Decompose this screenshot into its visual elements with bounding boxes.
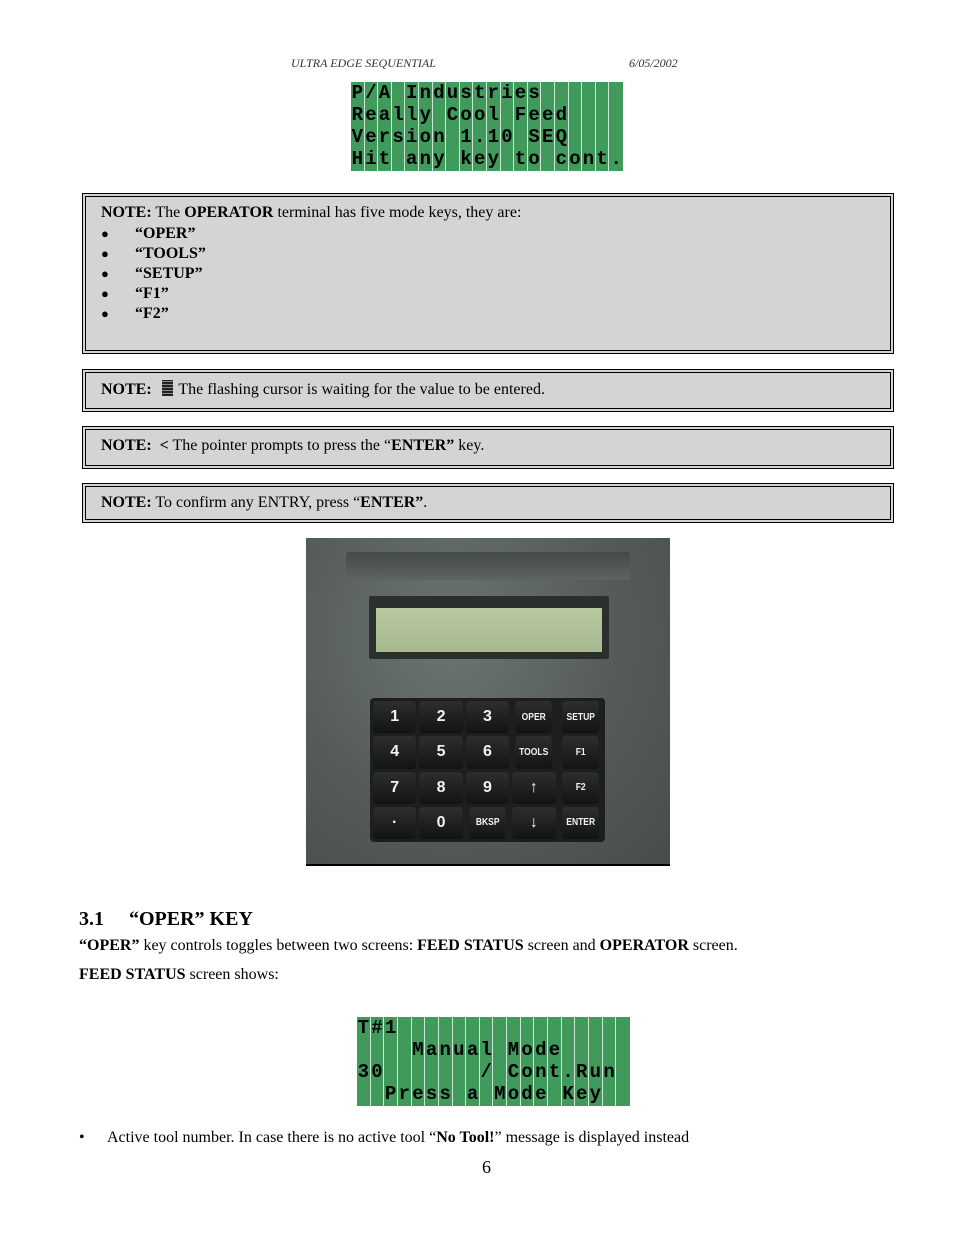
lcd-char-cell: s <box>439 1083 451 1106</box>
lcd-char-cell <box>616 1062 630 1084</box>
keypad-key: F2 <box>562 772 599 804</box>
lcd-char-cell: d <box>535 1038 547 1061</box>
keypad-key: ↑ <box>512 772 555 804</box>
page-number: 6 <box>482 1157 491 1177</box>
note-text: The pointer prompts to press the “ <box>172 437 392 454</box>
lcd-char-cell <box>412 1017 426 1039</box>
keypad-key: 7 <box>373 772 416 804</box>
lcd-char-cell: S <box>528 126 540 149</box>
keypad-key: 3 <box>466 701 509 733</box>
note-bold: ENTER” <box>391 437 455 454</box>
lcd-char-cell <box>582 127 596 149</box>
lcd-char-cell: n <box>535 1061 547 1084</box>
lcd-char-cell: a <box>466 1038 479 1061</box>
lcd-char-cell <box>609 127 623 149</box>
lcd-char-cell <box>603 1084 617 1106</box>
lcd-char-cell <box>392 149 406 171</box>
lcd-char-cell <box>398 1017 412 1039</box>
lcd-char-cell <box>371 1039 385 1061</box>
lcd-char-cell: k <box>460 148 472 171</box>
lcd-char-cell: u <box>453 1038 465 1061</box>
lcd-char-cell: o <box>521 1061 533 1084</box>
list-item: ● “TOOLS” <box>101 245 206 262</box>
lcd-char-cell: t <box>473 81 486 104</box>
feed-status-paragraph: FEED STATUS screen shows: <box>79 966 279 983</box>
lcd-char-cell <box>616 1084 630 1106</box>
lcd-char-cell: R <box>576 1061 588 1084</box>
lcd-char-cell <box>609 104 623 126</box>
lcd-char-cell: y <box>589 1083 602 1106</box>
lcd-char-cell <box>412 1062 426 1084</box>
keypad-key: · <box>373 807 416 839</box>
oper-key-paragraph: “OPER” key controls toggles between two screens: FEED STATUS screen and OPERATOR screen. <box>79 937 738 954</box>
lcd-char-cell <box>589 1017 603 1039</box>
lcd-char-cell <box>569 127 583 149</box>
lcd-char-cell: s <box>460 81 472 104</box>
lcd-char-cell: t <box>378 148 391 171</box>
lcd-char-cell <box>555 82 569 104</box>
lcd-char-cell: I <box>405 81 418 104</box>
lcd-char-cell: t <box>514 148 527 171</box>
lcd-char-cell <box>466 1062 480 1084</box>
lcd-char-cell: e <box>548 1038 561 1061</box>
lcd-char-cell <box>562 1039 576 1061</box>
keypad-key: 9 <box>466 772 509 804</box>
lcd-char-cell <box>548 1084 562 1106</box>
lcd-char-cell: F <box>514 103 527 126</box>
lcd-char-cell: P <box>351 81 363 104</box>
lcd-char-cell: a <box>466 1083 479 1106</box>
note-text: The <box>155 204 181 221</box>
lcd-char-cell: i <box>501 81 513 104</box>
note-text: terminal has five mode keys, they are: <box>277 204 522 221</box>
lcd-char-cell <box>392 82 406 104</box>
lcd-char-cell: s <box>425 1083 438 1106</box>
note-flashing-cursor <box>82 369 894 412</box>
lcd-char-cell <box>384 1062 398 1084</box>
note-text: key. <box>458 437 485 454</box>
lcd-char-cell: l <box>392 103 404 126</box>
lcd-char-cell: e <box>365 103 377 126</box>
lcd-char-cell: l <box>405 103 418 126</box>
lcd-char-cell: y <box>433 148 445 171</box>
lcd-char-cell: n <box>419 81 431 104</box>
lcd-char-cell: 1 <box>487 126 499 149</box>
keypad-key: F1 <box>562 736 599 768</box>
list-item: ● “OPER” <box>101 225 196 242</box>
lcd-char-cell: e <box>365 126 377 149</box>
lcd-char-cell <box>384 1039 398 1061</box>
lcd-char-cell: . <box>473 126 486 149</box>
lcd-char-cell: y <box>419 103 431 126</box>
lcd-char-cell <box>582 104 596 126</box>
lcd-char-cell: s <box>392 126 404 149</box>
lcd-char-cell <box>446 127 460 149</box>
lcd-char-cell: t <box>548 1061 561 1084</box>
running-header-date: 6/05/2002 <box>629 56 678 70</box>
lcd-char-cell: n <box>582 148 595 171</box>
lcd-char-cell: n <box>603 1061 615 1084</box>
lcd-char-cell <box>609 82 623 104</box>
lcd-char-cell: / <box>365 81 377 104</box>
lcd-char-cell <box>541 82 555 104</box>
keypad-key: BKSP <box>469 807 506 839</box>
lcd-char-cell: e <box>576 1083 588 1106</box>
lcd-char-cell: 3 <box>357 1061 370 1084</box>
lcd-char-cell: u <box>446 81 459 104</box>
lcd-char-cell <box>596 82 610 104</box>
lcd-char-cell: E <box>541 126 554 149</box>
lcd-char-cell <box>493 1062 507 1084</box>
mode-key-list <box>101 224 893 324</box>
lcd-char-cell <box>582 82 596 104</box>
lcd-char-cell: r <box>378 126 391 149</box>
lcd-char-cell: d <box>433 81 445 104</box>
lcd-char-cell <box>603 1039 617 1061</box>
lcd-char-cell: 1 <box>384 1016 397 1039</box>
note-text: To confirm any ENTRY, press “ <box>155 494 361 511</box>
lcd-char-cell: M <box>507 1038 520 1061</box>
keypad-key: 5 <box>419 736 462 768</box>
lcd-char-cell <box>493 1017 507 1039</box>
lcd-char-cell: a <box>378 103 391 126</box>
note-mode-keys <box>82 193 894 354</box>
lcd-char-cell: e <box>412 1083 424 1106</box>
lcd-char-cell <box>603 1017 617 1039</box>
active-tool-bullet: • Active tool number. In case there is no active tool “No Tool!” message is displayed instead <box>79 1129 690 1146</box>
note-bold: ENTER” <box>360 494 424 511</box>
lcd-char-cell: d <box>521 1083 533 1106</box>
lcd-char-cell: n <box>439 1038 451 1061</box>
lcd-char-cell: e <box>528 103 540 126</box>
lcd-char-cell <box>507 1017 521 1039</box>
lcd-char-cell: r <box>487 81 499 104</box>
lcd-char-cell <box>534 1017 548 1039</box>
lcd-char-cell <box>439 1062 453 1084</box>
lcd-char-cell: y <box>487 148 499 171</box>
lcd-char-cell: l <box>487 103 499 126</box>
lcd-char-cell: t <box>596 148 608 171</box>
lcd-char-cell <box>616 1017 630 1039</box>
list-item: ● “SETUP” <box>101 265 203 282</box>
note-pointer <box>82 426 894 469</box>
lcd-char-cell <box>425 1017 439 1039</box>
lcd-char-cell <box>548 1017 562 1039</box>
lcd-char-cell: H <box>351 148 363 171</box>
lcd-char-cell: o <box>460 103 472 126</box>
lcd-char-cell: 1 <box>460 126 472 149</box>
lcd-char-cell: . <box>562 1061 574 1084</box>
lcd-char-cell: n <box>419 148 431 171</box>
lcd-char-cell: d <box>555 103 567 126</box>
lcd-char-cell: i <box>365 148 377 171</box>
lcd-char-cell: P <box>384 1083 397 1106</box>
operator-terminal-photo <box>306 538 670 866</box>
lcd-char-cell <box>466 1017 480 1039</box>
lcd-char-cell: . <box>610 148 622 171</box>
lcd-char-cell <box>575 1017 589 1039</box>
lcd-char-cell: a <box>405 148 418 171</box>
lcd-char-cell: o <box>528 148 540 171</box>
lcd-char-cell <box>562 1017 576 1039</box>
note-label: NOTE: <box>101 494 152 511</box>
lcd-char-cell <box>480 1084 494 1106</box>
lcd-feed-status-screen <box>357 1017 630 1106</box>
keypad-key: 1 <box>373 701 416 733</box>
lcd-char-cell: n <box>433 126 445 149</box>
lcd-char-cell: 0 <box>371 1061 383 1084</box>
lcd-char-cell: o <box>419 126 431 149</box>
lcd-char-cell <box>493 1039 507 1061</box>
lcd-char-cell <box>501 149 515 171</box>
lcd-char-cell: e <box>514 81 527 104</box>
keypad-key: 8 <box>419 772 462 804</box>
lcd-char-cell: M <box>494 1083 506 1106</box>
lcd-char-cell <box>453 1084 467 1106</box>
lcd-char-cell <box>398 1062 412 1084</box>
lcd-char-cell <box>480 1017 494 1039</box>
lcd-char-cell: l <box>480 1038 492 1061</box>
note-text: The flashing cursor is waiting for the value to be entered. <box>178 381 545 398</box>
lcd-char-cell: K <box>562 1083 574 1106</box>
lcd-char-cell <box>596 127 610 149</box>
keypad-key: 2 <box>419 701 462 733</box>
list-item: ● “F2” <box>101 305 169 322</box>
terminal-lcd-screen <box>376 608 602 652</box>
note-text: . <box>423 494 428 511</box>
lcd-char-cell <box>453 1062 467 1084</box>
pointer-symbol: < <box>159 437 169 454</box>
lcd-char-cell <box>616 1039 630 1061</box>
keypad-key: OPER <box>515 701 552 733</box>
lcd-char-cell <box>569 82 583 104</box>
lcd-char-cell <box>357 1084 371 1106</box>
lcd-char-cell: e <box>473 148 486 171</box>
lcd-char-cell <box>371 1084 385 1106</box>
lcd-char-cell <box>398 1039 412 1061</box>
lcd-char-cell: o <box>507 1083 520 1106</box>
lcd-char-cell <box>569 104 583 126</box>
note-bold: OPERATOR <box>184 204 274 221</box>
lcd-char-cell: i <box>405 126 418 149</box>
lcd-char-cell <box>541 149 555 171</box>
flashing-cursor-icon <box>162 380 173 396</box>
running-header-title: ULTRA EDGE SEQUENTIAL <box>291 56 436 70</box>
list-item: ● “F1” <box>101 285 169 302</box>
lcd-char-cell: e <box>535 1083 547 1106</box>
lcd-char-cell <box>439 1017 453 1039</box>
lcd-char-cell <box>575 1039 589 1061</box>
keypad-key: SETUP <box>562 701 599 733</box>
lcd-char-cell: Q <box>555 126 567 149</box>
terminal-label-slot <box>346 552 630 580</box>
lcd-char-cell: 0 <box>501 126 513 149</box>
lcd-char-cell: / <box>480 1061 492 1084</box>
note-label: NOTE: <box>101 381 152 398</box>
lcd-char-cell: # <box>371 1016 383 1039</box>
lcd-char-cell <box>453 1017 467 1039</box>
lcd-char-cell: o <box>473 103 486 126</box>
lcd-char-cell <box>596 104 610 126</box>
lcd-char-cell <box>521 1017 535 1039</box>
lcd-char-cell <box>433 104 447 126</box>
lcd-char-cell <box>425 1062 439 1084</box>
keypad-key: 0 <box>419 807 462 839</box>
lcd-char-cell: o <box>521 1038 533 1061</box>
lcd-char-cell: r <box>398 1083 410 1106</box>
lcd-char-cell: V <box>351 126 363 149</box>
lcd-char-cell <box>514 127 528 149</box>
keypad-key: 4 <box>373 736 416 768</box>
lcd-char-cell: A <box>378 81 391 104</box>
lcd-char-cell <box>589 1039 603 1061</box>
lcd-char-cell <box>501 104 515 126</box>
lcd-char-cell: e <box>541 103 554 126</box>
lcd-char-cell <box>357 1039 371 1061</box>
lcd-char-cell: R <box>351 103 363 126</box>
note-label: NOTE: <box>101 437 152 454</box>
note-confirm-entry <box>82 483 894 523</box>
lcd-char-cell: c <box>555 148 567 171</box>
lcd-char-cell: C <box>507 1061 520 1084</box>
lcd-char-cell: a <box>425 1038 438 1061</box>
lcd-char-cell: M <box>412 1038 424 1061</box>
lcd-char-cell: T <box>357 1016 370 1039</box>
section-heading: 3.1 “OPER” KEY <box>79 908 253 930</box>
lcd-startup-screen <box>351 82 623 171</box>
lcd-char-cell <box>446 149 460 171</box>
keypad-key: 6 <box>466 736 509 768</box>
keypad-key: ENTER <box>562 807 599 839</box>
lcd-char-cell: o <box>569 148 581 171</box>
lcd-char-cell: C <box>446 103 459 126</box>
lcd-char-cell: u <box>589 1061 602 1084</box>
note-label: NOTE: <box>101 204 152 221</box>
lcd-char-cell: s <box>528 81 540 104</box>
keypad-key: ↓ <box>512 807 555 839</box>
terminal-keypad <box>370 698 605 842</box>
keypad-key: TOOLS <box>515 736 552 768</box>
